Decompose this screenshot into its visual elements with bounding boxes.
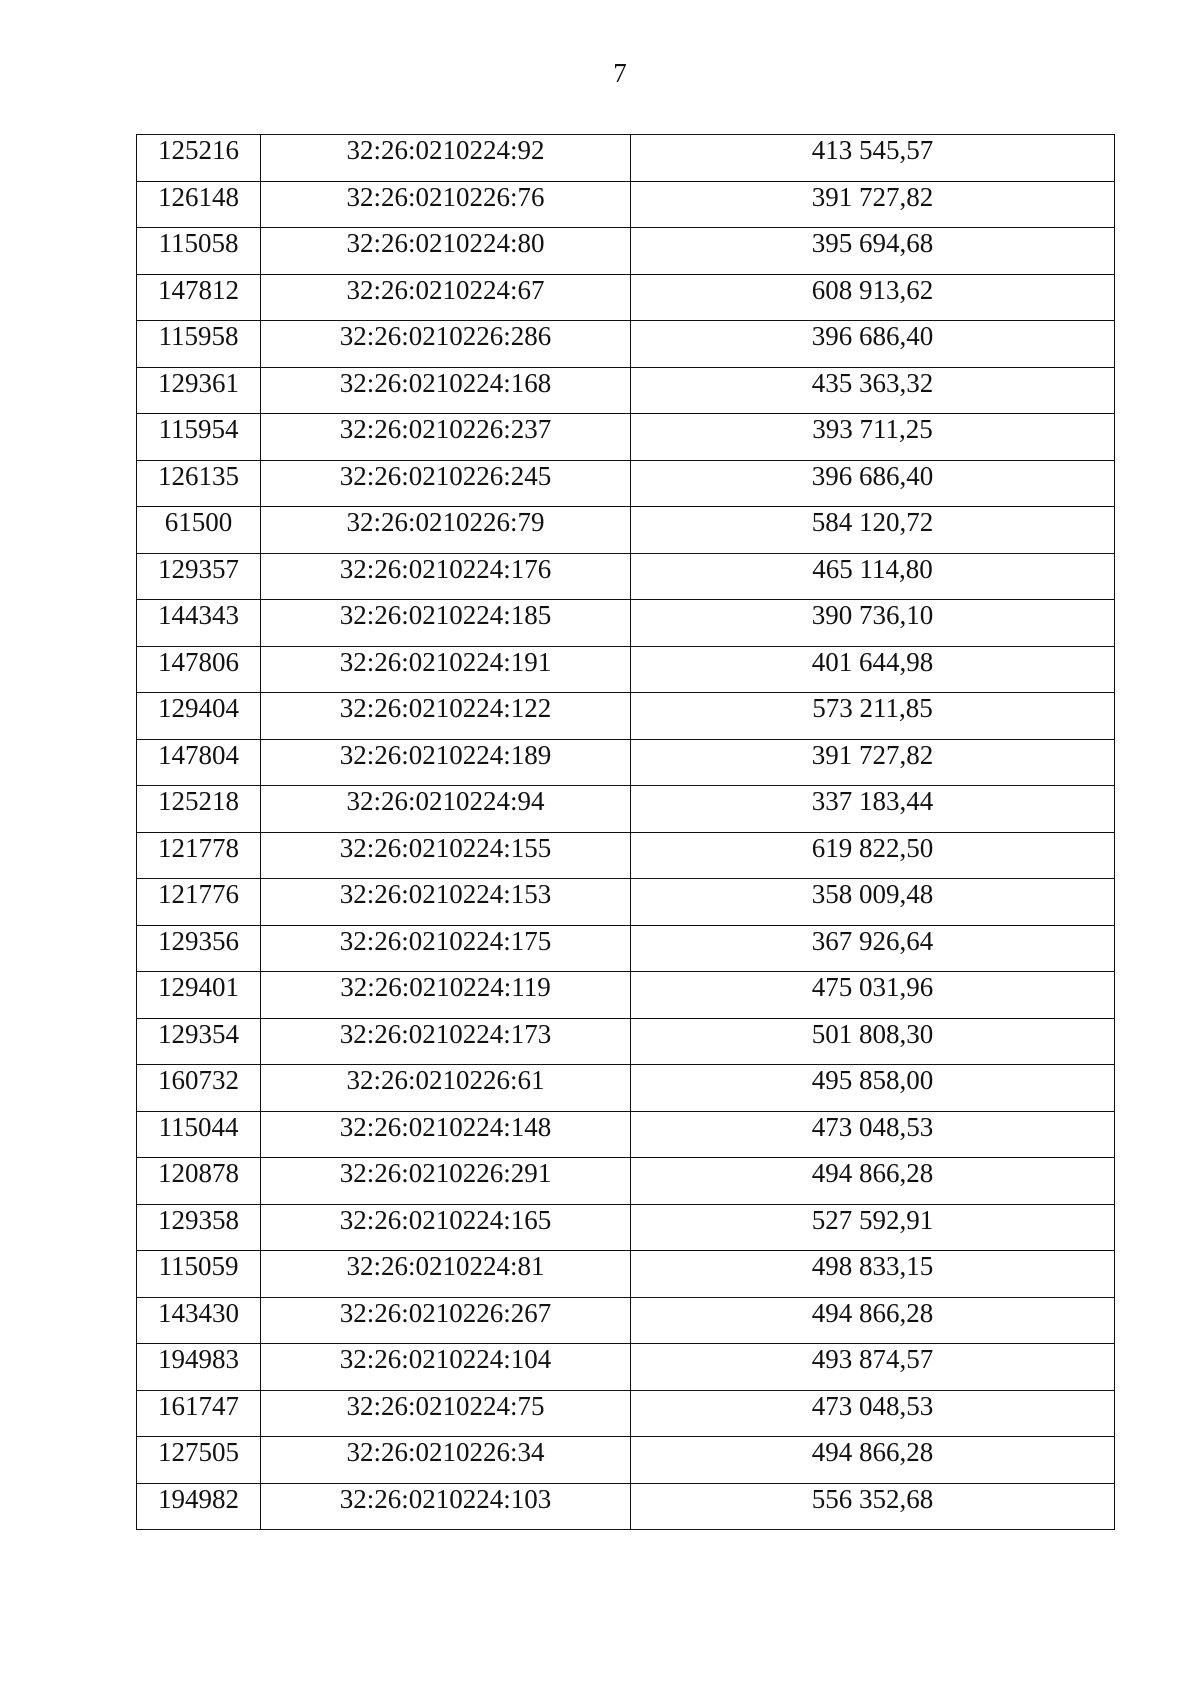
value-cell: 498 833,15 [631,1251,1115,1298]
record-id-cell: 121776 [137,879,261,926]
table-row [137,1204,1115,1251]
table-row [137,321,1115,368]
value-cell: 527 592,91 [631,1204,1115,1251]
table-row [137,972,1115,1019]
table-row [137,1483,1115,1530]
value-cell: 493 874,57 [631,1344,1115,1391]
table-row [137,1111,1115,1158]
record-id-cell: 160732 [137,1065,261,1112]
cadastral-number-cell: 32:26:0210224:104 [261,1344,631,1391]
cadastral-number-cell: 32:26:0210224:148 [261,1111,631,1158]
cadastral-number-cell: 32:26:0210224:80 [261,228,631,275]
record-id-cell: 125218 [137,786,261,833]
table-row [137,1344,1115,1391]
table-row [137,367,1115,414]
value-cell: 390 736,10 [631,600,1115,647]
cadastral-number-cell: 32:26:0210224:122 [261,693,631,740]
table-row [137,879,1115,926]
table-row [137,414,1115,461]
cadastral-number-cell: 32:26:0210224:75 [261,1390,631,1437]
record-id-cell: 147806 [137,646,261,693]
value-cell: 401 644,98 [631,646,1115,693]
value-cell: 473 048,53 [631,1390,1115,1437]
value-cell: 475 031,96 [631,972,1115,1019]
table-row [137,832,1115,879]
record-id-cell: 126148 [137,181,261,228]
record-id-cell: 115954 [137,414,261,461]
table-row [137,693,1115,740]
record-id-cell: 161747 [137,1390,261,1437]
record-id-cell: 129401 [137,972,261,1019]
record-id-cell: 115059 [137,1251,261,1298]
value-cell: 584 120,72 [631,507,1115,554]
value-cell: 619 822,50 [631,832,1115,879]
record-id-cell: 147804 [137,739,261,786]
record-id-cell: 129354 [137,1018,261,1065]
cadastral-number-cell: 32:26:0210226:286 [261,321,631,368]
record-id-cell: 147812 [137,274,261,321]
page-number: 7 [613,58,627,88]
record-id-cell: 129404 [137,693,261,740]
value-cell: 358 009,48 [631,879,1115,926]
cadastral-number-cell: 32:26:0210226:267 [261,1297,631,1344]
record-id-cell: 129358 [137,1204,261,1251]
record-id-cell: 144343 [137,600,261,647]
value-cell: 494 866,28 [631,1297,1115,1344]
value-cell: 396 686,40 [631,460,1115,507]
record-id-cell: 120878 [137,1158,261,1205]
table-row [137,600,1115,647]
cadastral-number-cell: 32:26:0210224:94 [261,786,631,833]
record-id-cell: 61500 [137,507,261,554]
value-cell: 435 363,32 [631,367,1115,414]
cadastral-number-cell: 32:26:0210224:185 [261,600,631,647]
cadastral-number-cell: 32:26:0210224:119 [261,972,631,1019]
value-cell: 465 114,80 [631,553,1115,600]
value-cell: 556 352,68 [631,1483,1115,1530]
record-id-cell: 127505 [137,1437,261,1484]
table-row [137,1297,1115,1344]
value-cell: 494 866,28 [631,1158,1115,1205]
table-row [137,1390,1115,1437]
data-table [136,134,1115,1530]
table-row [137,1158,1115,1205]
cadastral-number-cell: 32:26:0210224:168 [261,367,631,414]
record-id-cell: 194982 [137,1483,261,1530]
cadastral-number-cell: 32:26:0210224:189 [261,739,631,786]
record-id-cell: 115058 [137,228,261,275]
record-id-cell: 194983 [137,1344,261,1391]
table-row [137,925,1115,972]
value-cell: 573 211,85 [631,693,1115,740]
cadastral-number-cell: 32:26:0210224:191 [261,646,631,693]
record-id-cell: 129361 [137,367,261,414]
value-cell: 396 686,40 [631,321,1115,368]
record-id-cell: 129357 [137,553,261,600]
cadastral-number-cell: 32:26:0210224:155 [261,832,631,879]
cadastral-number-cell: 32:26:0210224:176 [261,553,631,600]
cadastral-number-cell: 32:26:0210226:34 [261,1437,631,1484]
value-cell: 337 183,44 [631,786,1115,833]
table-row [137,739,1115,786]
cadastral-number-cell: 32:26:0210226:76 [261,181,631,228]
value-cell: 495 858,00 [631,1065,1115,1112]
table-row [137,228,1115,275]
cadastral-number-cell: 32:26:0210226:245 [261,460,631,507]
value-cell: 413 545,57 [631,135,1115,182]
table-row [137,507,1115,554]
record-id-cell: 143430 [137,1297,261,1344]
table-row [137,274,1115,321]
cadastral-number-cell: 32:26:0210224:153 [261,879,631,926]
table-row [137,786,1115,833]
table-row [137,181,1115,228]
cadastral-number-cell: 32:26:0210226:291 [261,1158,631,1205]
record-id-cell: 129356 [137,925,261,972]
cadastral-number-cell: 32:26:0210224:173 [261,1018,631,1065]
table-row [137,135,1115,182]
cadastral-number-cell: 32:26:0210226:79 [261,507,631,554]
value-cell: 393 711,25 [631,414,1115,461]
record-id-cell: 121778 [137,832,261,879]
cadastral-number-cell: 32:26:0210224:103 [261,1483,631,1530]
table-row [137,460,1115,507]
cadastral-number-cell: 32:26:0210224:81 [261,1251,631,1298]
record-id-cell: 126135 [137,460,261,507]
cadastral-number-cell: 32:26:0210226:61 [261,1065,631,1112]
value-cell: 391 727,82 [631,181,1115,228]
cadastral-number-cell: 32:26:0210224:67 [261,274,631,321]
table-row [137,553,1115,600]
value-cell: 367 926,64 [631,925,1115,972]
value-cell: 501 808,30 [631,1018,1115,1065]
record-id-cell: 125216 [137,135,261,182]
table-body [137,135,1115,1530]
record-id-cell: 115958 [137,321,261,368]
table-row [137,1251,1115,1298]
value-cell: 494 866,28 [631,1437,1115,1484]
value-cell: 608 913,62 [631,274,1115,321]
cadastral-number-cell: 32:26:0210224:165 [261,1204,631,1251]
value-cell: 391 727,82 [631,739,1115,786]
cadastral-number-cell: 32:26:0210226:237 [261,414,631,461]
table-row [137,1018,1115,1065]
value-cell: 395 694,68 [631,228,1115,275]
value-cell: 473 048,53 [631,1111,1115,1158]
table-row [137,1437,1115,1484]
table-row [137,646,1115,693]
cadastral-number-cell: 32:26:0210224:92 [261,135,631,182]
cadastral-number-cell: 32:26:0210224:175 [261,925,631,972]
record-id-cell: 115044 [137,1111,261,1158]
table-row [137,1065,1115,1112]
